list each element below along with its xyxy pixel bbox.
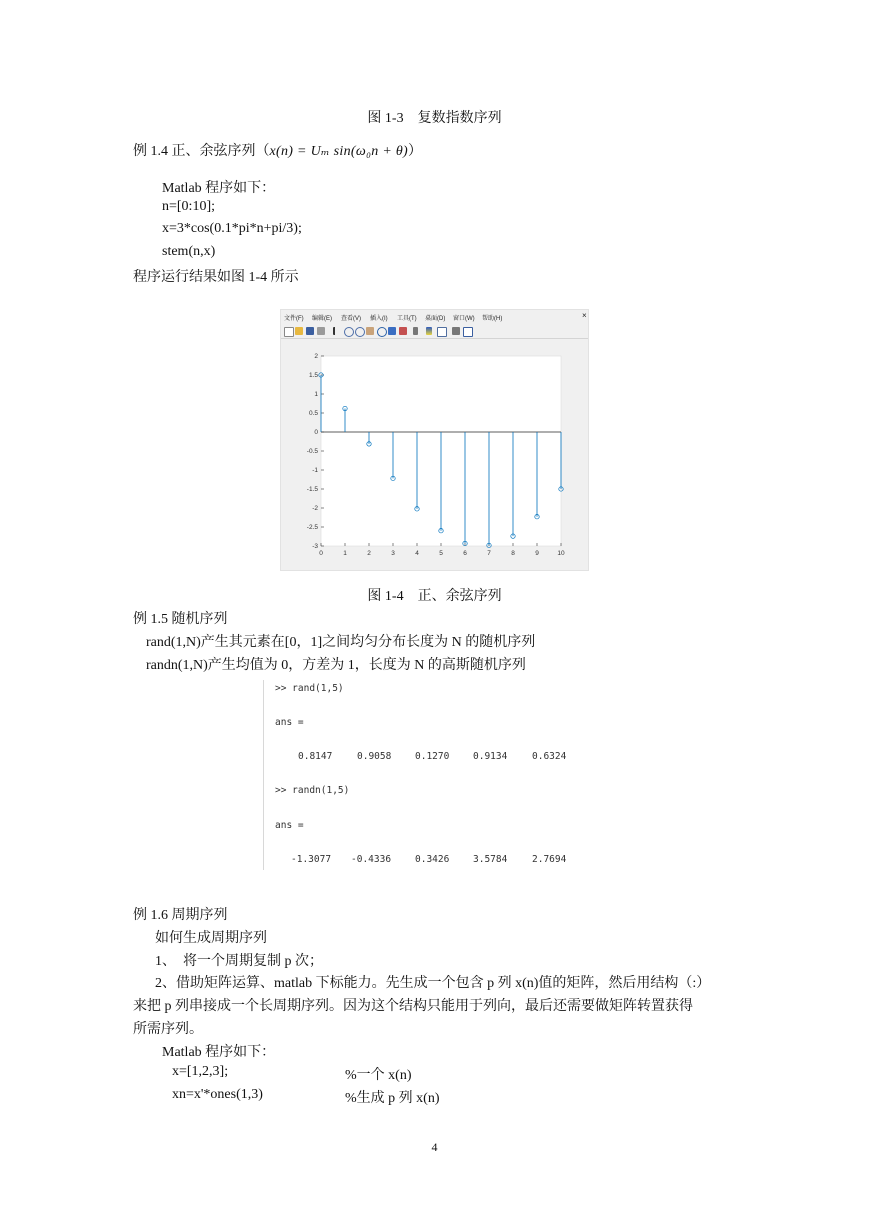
y-tick-label: -0.5 [306,448,318,455]
pan-icon[interactable] [366,327,374,335]
console-value: 0.9134 [473,751,508,762]
rand-description: rand(1,N)产生其元素在[0，1]之间均匀分布长度为 N 的随机序列 [146,635,536,650]
y-tick-label: -1 [312,467,318,474]
x-tick-label: 5 [439,550,443,557]
brush-icon[interactable] [399,327,407,335]
legend-icon[interactable] [437,327,447,337]
code-line: x=[1,2,3]; [172,1064,229,1079]
code-line: xn=x'*ones(1,3) [172,1087,263,1102]
page-number: 4 [431,1140,438,1154]
console-value: -1.3077 [291,854,332,865]
example-1-6-heading: 例 1.6 周期序列 [133,908,228,923]
x-tick-label: 0 [319,550,323,557]
figure-1-4-caption: 图 1-4 正、余弦序列 [367,589,502,604]
new-file-icon[interactable] [284,327,294,337]
method-2-line-2: 来把 p 列串接成一个长周期序列。因为这个结构只能用于列向，最后还需要做矩阵转置获得 [133,999,693,1014]
figure-1-3-caption: 图 1-3 复数指数序列 [367,111,502,126]
matlab-console-output [263,680,584,870]
console-command-randn: >> randn(1,5) [275,785,350,796]
close-icon[interactable]: × [582,311,587,320]
menu-view[interactable]: 查看(V) [341,316,361,322]
figure-toolbar [281,324,588,339]
menu-edit[interactable]: 编辑(E) [312,316,332,322]
y-tick-label: -1.5 [306,486,318,493]
pointer-icon[interactable] [333,327,341,335]
x-tick-label: 8 [511,550,515,557]
code-line-1: n=[0:10]; [162,199,215,214]
y-tick-label: -2 [312,505,318,512]
code-comment: %生成 p 列 x(n) [345,1091,440,1106]
x-tick-label: 9 [535,550,539,557]
periodic-subheading: 如何生成周期序列 [155,931,267,946]
y-tick-label: 0 [314,429,318,436]
show-plot-icon[interactable] [463,327,473,337]
y-tick-label: -3 [312,543,318,550]
randn-description: randn(1,N)产生均值为 0，方差为 1，长度为 N 的高斯随机序列 [146,658,526,673]
code-line-3: stem(n,x) [162,244,216,259]
matlab-code-intro-2: Matlab 程序如下： [162,1045,276,1060]
zoom-out-icon[interactable] [355,327,365,337]
zoom-in-icon[interactable] [344,327,354,337]
menu-file[interactable]: 文件(F) [284,316,304,322]
x-tick-label: 10 [557,550,565,557]
print-icon[interactable] [317,327,325,335]
y-tick-label: 1 [314,391,318,398]
menu-insert[interactable]: 插入(I) [370,316,388,322]
console-value: 0.8147 [298,751,333,762]
console-ans-label: ans = [275,717,304,728]
code-comment: %一个 x(n) [345,1068,412,1083]
example-1-4-heading [133,140,422,160]
rotate-icon[interactable] [377,327,387,337]
y-tick-label: 0.5 [308,410,318,417]
link-icon[interactable] [413,327,418,335]
result-text: 程序运行结果如图 1-4 所示 [133,270,299,285]
x-tick-label: 6 [463,550,467,557]
figure-menubar [281,310,588,323]
colorbar-icon[interactable] [426,327,432,335]
matlab-figure-window [280,309,589,571]
console-value: 2.7694 [532,854,567,865]
data-cursor-icon[interactable] [388,327,396,335]
save-icon[interactable] [306,327,314,335]
x-tick-label: 3 [391,550,395,557]
example-1-4-prefix: 例 1.4 正、余弦序列（ [133,144,270,159]
y-tick-label: -2.5 [306,524,318,531]
sine-formula: x(n) = Uₘ sin(ω₀n + θ) [269,144,409,159]
console-value: 0.1270 [415,751,450,762]
console-ans-label: ans = [275,820,304,831]
x-tick-label: 7 [487,550,491,557]
console-value: 3.5784 [473,854,508,865]
stem-chart [281,340,590,571]
method-2-line-3: 所需序列。 [133,1022,203,1037]
console-value: 0.3426 [415,854,450,865]
y-tick-label: 2 [314,353,318,360]
console-command-rand: >> rand(1,5) [275,683,344,694]
console-value: 0.9058 [357,751,392,762]
method-1: 1、 将一个周期复制 p 次； [155,954,323,969]
method-2-line-1: 2、借助矩阵运算、matlab 下标能力。先生成一个包含 p 列 x(n)值的矩阵，然后用结构（:） [155,976,711,991]
menu-help[interactable]: 帮助(H) [482,316,503,322]
x-tick-label: 4 [415,550,419,557]
x-tick-label: 2 [367,550,371,557]
open-folder-icon[interactable] [295,327,303,335]
x-tick-label: 1 [343,550,347,557]
matlab-code-intro: Matlab 程序如下： [162,181,276,196]
console-value: -0.4336 [351,854,392,865]
hide-plot-icon[interactable] [452,327,460,335]
y-tick-label: 1.5 [308,372,318,379]
example-1-5-heading: 例 1.5 随机序列 [133,612,228,627]
menu-tools[interactable]: 工具(T) [397,316,417,322]
menu-window[interactable]: 窗口(W) [453,316,475,322]
console-value: 0.6324 [532,751,567,762]
menu-desktop[interactable]: 桌面(D) [425,316,446,322]
code-line-2: x=3*cos(0.1*pi*n+pi/3); [162,221,302,236]
example-1-4-suffix: ） [408,144,423,159]
